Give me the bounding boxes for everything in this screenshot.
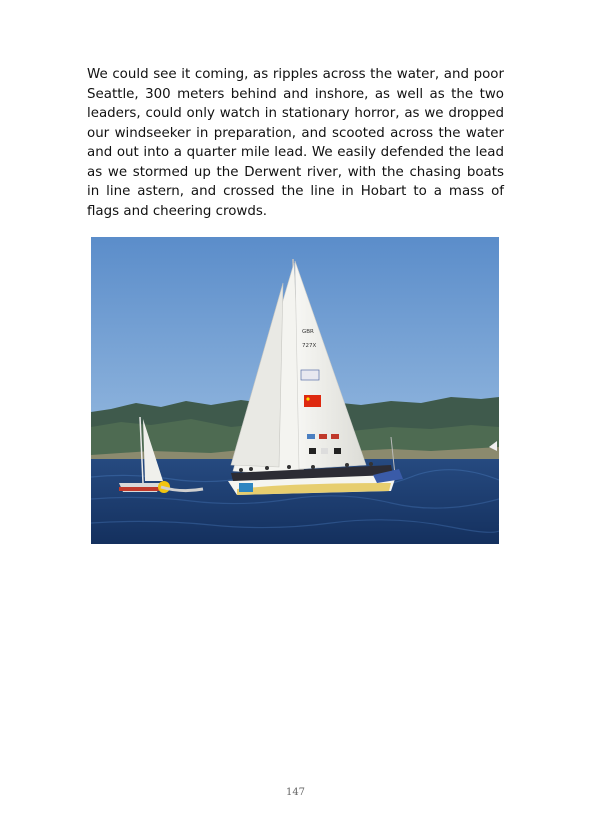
body-paragraph: We could see it coming, as ripples across the water, and poor Seattle, 300 meters behind and inshore, as well as the two leaders, could only watch in stationary horror, as we dropped our windseeker in preparation, and scooted across the water and out into a quarter mile lead. We easily defended the lead as we stormed up the Derwent river, with the chasing boats in line astern, and crossed the line in Hobart to a mass of flags and cheering crowds. <box>87 67 504 219</box>
china-flag <box>304 395 321 407</box>
sail-number: 727X <box>302 343 317 349</box>
sailing-photo <box>91 237 499 544</box>
page-number: 147 <box>285 787 306 798</box>
sail-number-prefix: GBR <box>302 329 314 335</box>
sailing-photo-illustration <box>91 237 499 544</box>
